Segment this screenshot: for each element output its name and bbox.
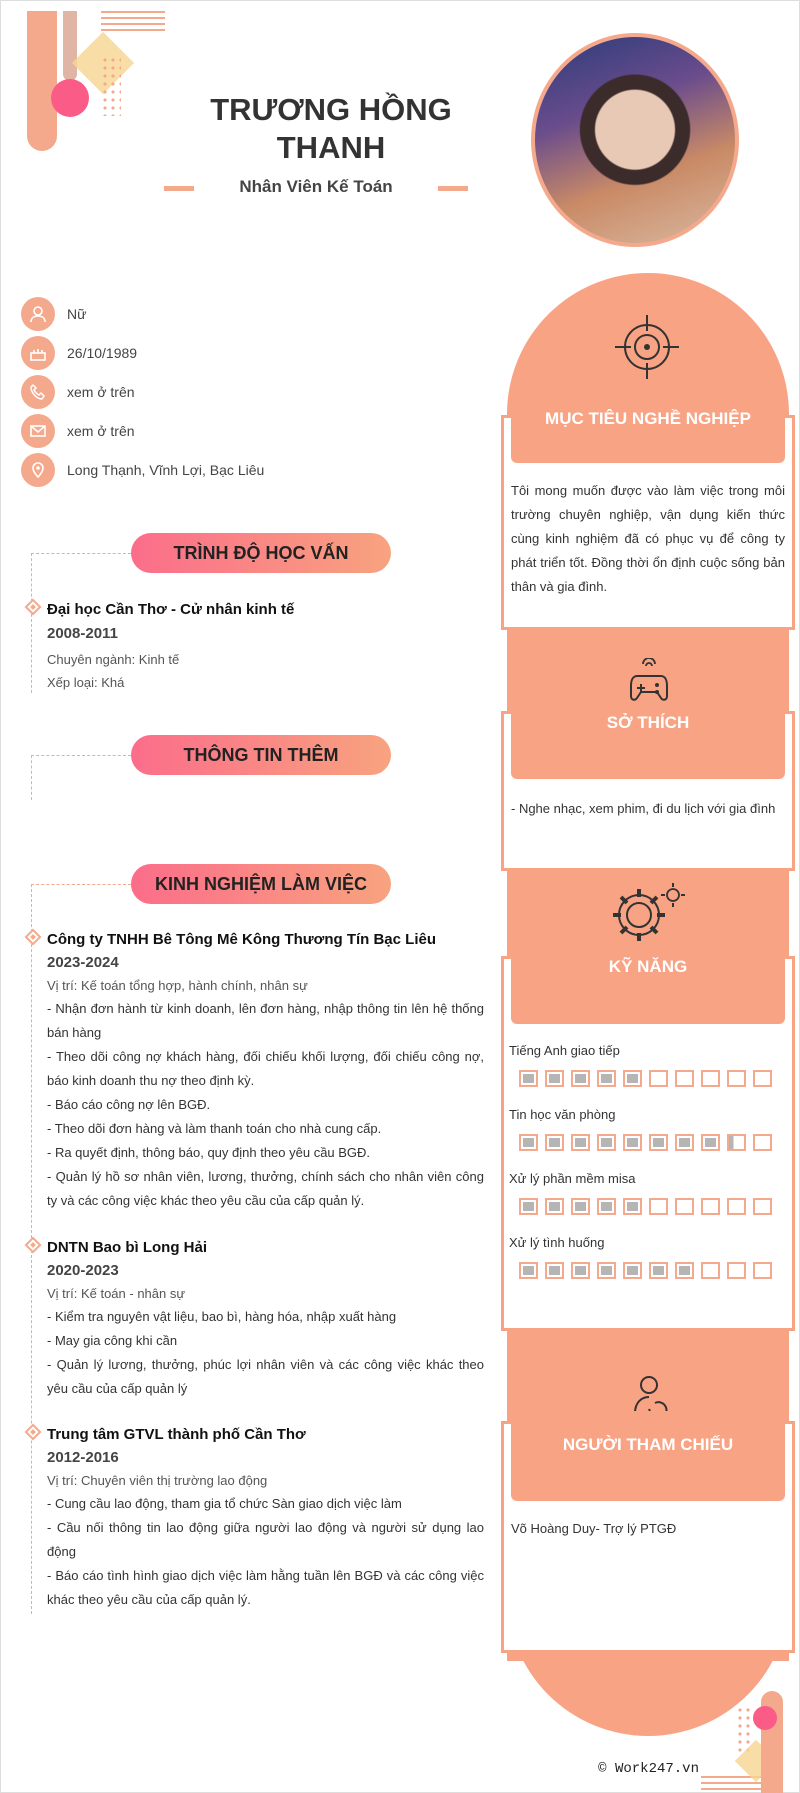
objective-text: Tôi mong muốn được vào làm việc trong môi trường chuyên nghiệp, vận dụng kiến thức cùng kinh nghiệm đã có phục vụ để công ty phát triển tốt. Đồng thời ổn định cuộc sống bản thân và gia đình. [511,483,785,594]
job-duty: - Kiểm tra nguyên vật liệu, bao bì, hàng hóa, nhập xuất hàng [47,1309,397,1324]
name-line-1: TRƯƠNG HỒNG [210,92,452,127]
job-duty: - Cung cầu lao động, tham gia tổ chức Sàn giao dịch việc làm [47,1496,402,1511]
education-school: Đại học Cần Thơ - Cử nhân kinh tế [47,601,295,618]
job-company: Công ty TNHH Bê Tông Mê Kông Thương Tín Bạc Liêu [47,931,436,948]
skill-box [675,1070,694,1087]
title-divider [164,186,194,191]
job-duty: - Quản lý hồ sơ nhân viên, lương, thưởng, chính sách cho nhân viên công ty và các công việc khác theo yêu cầu của cấp quản lý. [47,1169,484,1208]
skill-row [509,1107,789,1151]
skill-box [545,1070,564,1087]
phone-value: xem ở trên [67,384,135,400]
skill-box [753,1070,772,1087]
timeline-marker [25,599,42,616]
address-value: Long Thạnh, Vĩnh Lợi, Bạc Liêu [67,462,265,478]
skill-box [623,1070,642,1087]
job-company: Trung tâm GTVL thành phố Cần Thơ [47,1426,306,1443]
timeline-marker [25,929,42,946]
skill-box [623,1198,642,1215]
references-heading: NGƯỜI THAM CHIẾU [562,1435,734,1454]
section-connector [31,553,131,554]
skill-box [545,1262,564,1279]
job-period: 2020-2023 [47,1262,119,1279]
skill-row [509,1235,789,1279]
skill-box [701,1134,720,1151]
birthday-value: 26/10/1989 [67,345,138,361]
job-duty: - Báo cáo tình hình giao dịch việc làm hằng tuần lên BGĐ và các công việc khác theo yêu cầu của cấp quản lý. [47,1568,484,1607]
timeline-marker [25,1424,42,1441]
job-period: 2012-2016 [47,1449,119,1466]
job-entry [47,1239,484,1401]
skill-box [649,1070,668,1087]
skill-box [571,1070,590,1087]
skill-box [727,1134,746,1151]
contact-phone [21,375,421,409]
gear-icon [611,881,687,950]
skill-box [623,1262,642,1279]
skill-box [545,1134,564,1151]
job-position: Vị trí: Chuyên viên thị trường lao động [47,1473,268,1488]
mail-icon [21,414,55,448]
hobbies-heading: SỞ THÍCH [606,713,690,732]
job-duty: - Cầu nối thông tin lao động giữa người lao động và người sử dụng lao động [47,1520,484,1559]
job-duty: - May gia công khi cần [47,1333,178,1348]
contact-address [21,453,421,487]
references-header [511,1411,785,1501]
skill-level [509,1070,789,1087]
section-connector [31,884,131,885]
skill-box [571,1198,590,1215]
job-entry [47,1426,484,1612]
decor-bar [27,11,57,151]
skill-level [509,1198,789,1215]
job-duty: - Nhận đơn hành từ kinh doanh, lên đơn hàng, nhập thông tin lên hệ thống bán hàng [47,1001,484,1040]
education-grade: Xếp loại: Khá [47,675,125,690]
job-position: Vị trí: Kế toán tổng hợp, hành chính, nhân sự [47,978,308,993]
skill-box [571,1134,590,1151]
education-major: Chuyên ngành: Kinh tế [47,652,180,667]
skill-label: Xử lý phần mềm misa [509,1171,636,1186]
skill-box [675,1198,694,1215]
skill-box [727,1198,746,1215]
email-value: xem ở trên [67,423,135,439]
person-icon [21,297,55,331]
experience-heading: KINH NGHIỆM LÀM VIỆC [131,864,391,904]
skill-box [753,1198,772,1215]
education-period: 2008-2011 [47,625,118,642]
skill-box [623,1134,642,1151]
section-connector [31,755,131,756]
skill-row [509,1043,789,1087]
skill-box [701,1070,720,1087]
job-duty: - Theo dõi đơn hàng và làm thanh toán cho nhà cung cấp. [47,1121,382,1136]
gender-value: Nữ [67,306,87,322]
job-company: DNTN Bao bì Long Hải [47,1239,207,1256]
skill-label: Tiếng Anh giao tiếp [509,1043,620,1058]
decor-dots [101,56,121,116]
skill-box [597,1134,616,1151]
contact-email [21,414,421,448]
job-duty: - Quản lý lương, thưởng, phúc lợi nhân viên và các công việc khác theo yêu cầu của cấp quản lý [47,1357,484,1396]
contact-gender [21,297,421,331]
cake-icon [21,336,55,370]
skill-box [571,1262,590,1279]
skill-box [545,1198,564,1215]
skill-box [597,1262,616,1279]
objective-heading: MỤC TIÊU NGHỀ NGHIỆP [545,409,751,428]
timeline-marker [25,1237,42,1254]
job-duty: - Theo dõi công nợ khách hàng, đối chiếu khối lượng, đối chiếu công nợ, báo kinh doanh thu nợ theo định kỳ. [47,1049,484,1088]
skills-list [509,1043,789,1299]
skill-box [701,1262,720,1279]
skill-box [649,1262,668,1279]
decor-lines [101,11,165,31]
skill-box [519,1070,538,1087]
target-icon [613,313,681,386]
skill-box [649,1198,668,1215]
map-pin-icon [21,453,55,487]
skill-label: Tin học văn phòng [509,1107,616,1122]
name-line-2: THANH [276,130,386,165]
education-heading: TRÌNH ĐỘ HỌC VẤN [131,533,391,573]
job-duty: - Ra quyết định, thông báo, quy định theo yêu cầu BGĐ. [47,1145,371,1160]
contact-birthday [21,336,421,370]
skills-heading: KỸ NĂNG [608,957,688,976]
phone-icon [21,375,55,409]
job-period: 2023-2024 [47,954,119,971]
skill-box [649,1134,668,1151]
skill-row [509,1171,789,1215]
references-text: Võ Hoàng Duy- Trợ lý PTGĐ [511,1521,677,1536]
skill-box [519,1198,538,1215]
section-connector [31,755,32,800]
decor-circle [753,1706,777,1730]
job-entry [47,931,484,1213]
job-duty: - Báo cáo công nợ lên BGĐ. [47,1097,211,1112]
skill-box [727,1070,746,1087]
decor-circle [51,79,89,117]
decor-bar [63,11,77,81]
skill-box [597,1070,616,1087]
skill-box [701,1198,720,1215]
skill-box [753,1134,772,1151]
job-title: Nhân Viên Kế Toán [239,177,393,196]
title-divider [438,186,468,191]
avatar [531,33,739,247]
job-position: Vị trí: Kế toán - nhân sự [47,1286,186,1301]
skill-box [753,1262,772,1279]
candidate-name [181,91,481,167]
skill-box [519,1262,538,1279]
skill-box [675,1134,694,1151]
skill-box [597,1198,616,1215]
footer-watermark: © Work247.vn [598,1761,699,1777]
skill-box [675,1262,694,1279]
skill-box [519,1134,538,1151]
hobbies-text: - Nghe nhạc, xem phim, đi du lịch với gia đình [511,801,776,816]
section-connector [31,553,32,693]
skill-label: Xử lý tình huống [509,1235,605,1250]
skill-level [509,1262,789,1279]
skill-box [727,1262,746,1279]
skill-level [509,1134,789,1151]
extra-info-heading: THÔNG TIN THÊM [131,735,391,775]
